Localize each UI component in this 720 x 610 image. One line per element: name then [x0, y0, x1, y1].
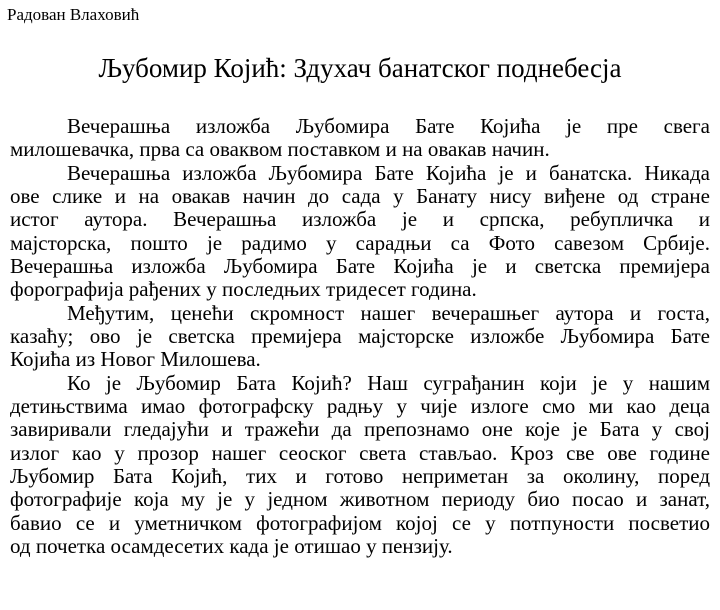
text-line: Којића из Новог Милошева. [10, 348, 261, 372]
document-title: Љубомир Којић: Здухач банатског поднебесја [98, 53, 622, 83]
text-line: излог као у прозор нашег сеоског света стављао. Кроз све ове године [10, 441, 710, 465]
text-line: Љубомир Бата Којић, тих и готово неприметан за околину, поред [10, 464, 710, 488]
text-line: Ко је Љубомир Бата Којић? Наш суграђанин који је у нашим [67, 371, 710, 395]
text-line: Вечерашња изложба Љубомира Бате Којића је и светска премијера [10, 254, 710, 278]
document-body [10, 115, 710, 558]
text-line: фотографије која му је у једном животном периоду био посао и занат, [10, 488, 710, 512]
text-line: детињствима имао фотографску радњу у чије излоге смо ми као деца [10, 394, 710, 418]
text-line: милошевачка, прва са оваквом поставком и на овакав начин. [10, 138, 550, 162]
text-line: мајсторска, пошто је радимо у сарадњи са Фото савезом Србије. [10, 231, 710, 255]
text-line: форографија рађених у последњих тридесет година. [10, 278, 477, 302]
text-line: бавио се и уметничком фотографијом којој се у потпуности посветио [10, 511, 710, 535]
text-line: истог аутора. Вечерашња изложба је и српска, ребупличка и [10, 208, 710, 232]
text-line: Вечерашња изложба Љубомира Бате Којића је пре свега [67, 115, 710, 138]
text-line: казаћу; ово је светска премијера мајсторске изложбе Љубомира Бате [10, 324, 710, 348]
text-line: Вечерашња изложба Љубомира Бате Којића је и банатска. Никада [67, 161, 710, 185]
text-line: од почетка осамдесетих када је отишао у пензију. [10, 534, 453, 558]
author-name: Радован Влаховић [7, 5, 140, 24]
text-line: Међутим, ценећи скромност нашег вечерашњег аутора и госта, [67, 301, 710, 325]
text-line: завиривали гледајући и тражећи да препознамо оне које је Бата у свој [10, 418, 710, 442]
text-line: ове слике и на овакав начин до сада у Банату нису виђене од стране [10, 184, 710, 208]
